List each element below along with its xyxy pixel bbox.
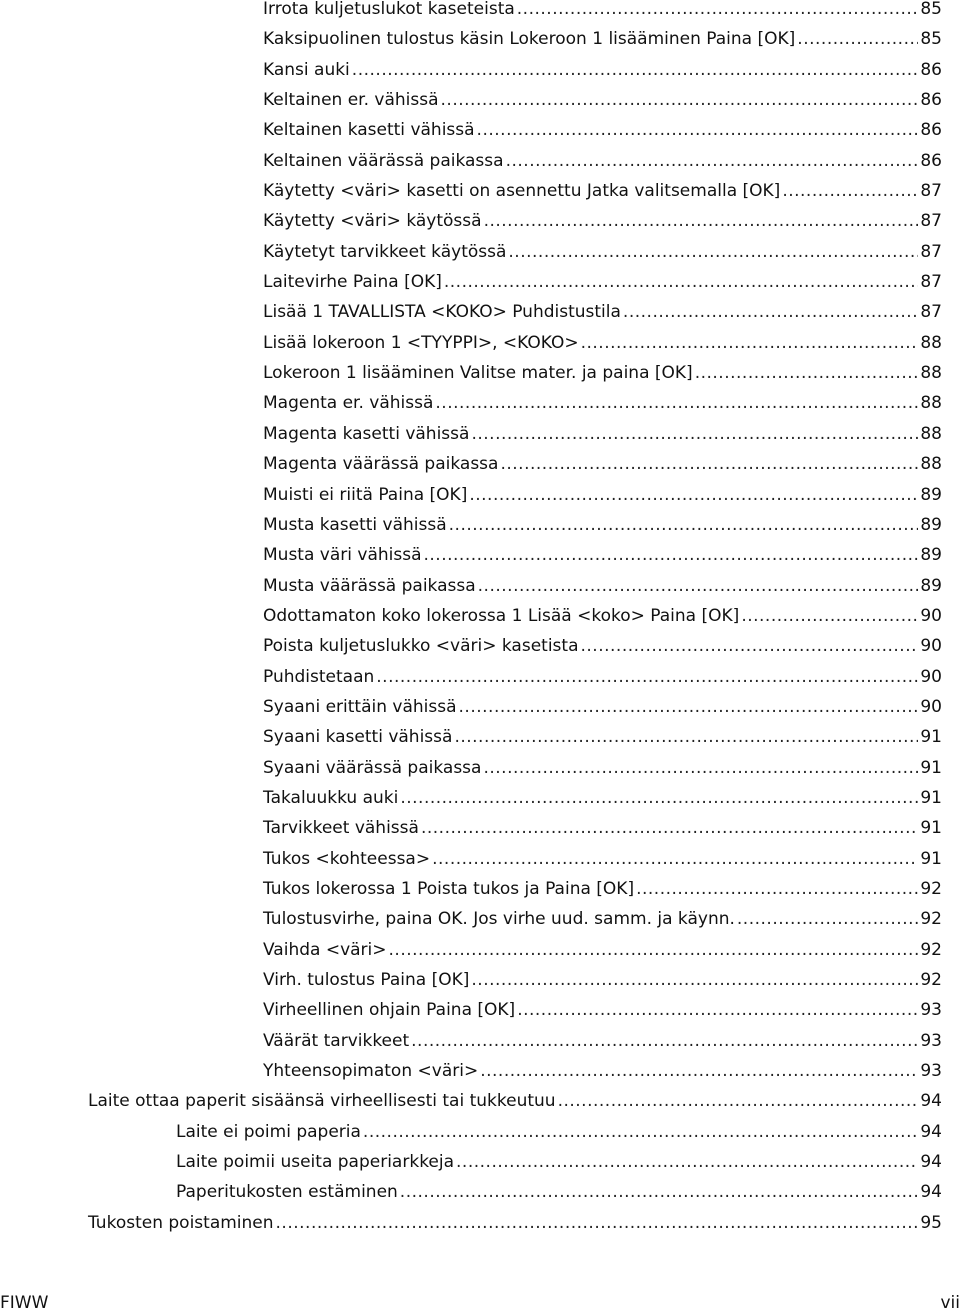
toc-entry-page-number: 92 (920, 909, 942, 930)
toc-entry-title: Odottamaton koko lokerossa 1 Lisää <koko> Paina [OK] (263, 605, 740, 626)
toc-entry[interactable] (0, 85, 960, 115)
toc-entry[interactable] (0, 904, 960, 934)
toc-dot-leader (517, 0, 919, 24)
toc-entry-page-number: 93 (920, 1061, 942, 1082)
toc-dot-leader (782, 176, 918, 206)
toc-dot-leader (389, 935, 919, 965)
toc-entry-page-number: 89 (920, 545, 942, 566)
toc-dot-leader (363, 1117, 918, 1147)
toc-dot-leader (508, 237, 918, 267)
toc-entry-page-number: 88 (920, 423, 942, 444)
toc-entry-title: Takaluukku auki (263, 787, 399, 808)
toc-entry[interactable] (0, 1147, 960, 1177)
toc-dot-leader (471, 419, 918, 449)
toc-entry[interactable] (0, 965, 960, 995)
toc-dot-leader (797, 24, 918, 54)
toc-entry-page-number: 92 (920, 970, 942, 990)
toc-entry-page-number: 89 (920, 575, 942, 596)
toc-entry-page-number: 94 (920, 1152, 942, 1173)
toc-entry[interactable] (0, 722, 960, 752)
toc-entry-title: Lisää lokeroon 1 <TYYPPI>, <KOKO> (263, 332, 579, 353)
toc-entry-title: Magenta kasetti vähissä (263, 423, 470, 444)
toc-entry[interactable] (0, 935, 960, 965)
toc-entry-page-number: 94 (920, 1091, 942, 1112)
toc-dot-leader (449, 510, 919, 540)
toc-dot-leader (581, 631, 919, 661)
toc-dot-leader (376, 662, 918, 692)
toc-dot-leader (500, 449, 918, 479)
toc-entry-title: Laitevirhe Paina [OK] (263, 272, 442, 293)
toc-entry-page-number: 85 (920, 0, 942, 19)
toc-entry[interactable] (0, 753, 960, 783)
toc-entry[interactable] (0, 1208, 960, 1238)
toc-entry-title: Irrota kuljetuslukot kaseteista (263, 0, 515, 19)
toc-dot-leader (517, 995, 918, 1025)
toc-dot-leader (441, 85, 919, 115)
toc-entry-page-number: 89 (920, 514, 942, 535)
toc-entry[interactable] (0, 267, 960, 297)
toc-dot-leader (456, 1147, 918, 1177)
toc-entry[interactable] (0, 662, 960, 692)
toc-entry-page-number: 93 (920, 1030, 942, 1051)
toc-entry-page-number: 90 (920, 666, 942, 687)
toc-entry-page-number: 91 (920, 727, 942, 748)
toc-dot-leader (480, 1056, 918, 1086)
toc-entry[interactable] (0, 0, 960, 24)
toc-entry-page-number: 86 (920, 120, 942, 141)
toc-dot-leader (506, 146, 919, 176)
toc-entry-title: Tarvikkeet vähissä (263, 818, 419, 839)
toc-entry-title: Syaani erittäin vähissä (263, 696, 457, 717)
toc-dot-leader (435, 388, 918, 418)
toc-entry-title: Keltainen väärässä paikassa (263, 150, 504, 171)
toc-dot-leader (352, 55, 919, 85)
toc-entry-title: Kansi auki (263, 59, 350, 80)
toc-dot-leader (477, 115, 919, 145)
toc-dot-leader (400, 1177, 919, 1207)
toc-entry[interactable] (0, 480, 960, 510)
toc-entry-page-number: 86 (920, 150, 942, 171)
toc-entry-page-number: 88 (920, 332, 942, 353)
toc-entry-page-number: 92 (920, 878, 942, 899)
toc-entry-title: Tukosten poistaminen (88, 1212, 274, 1233)
toc-entry-title: Tukos lokerossa 1 Poista tukos ja Paina [OK] (263, 878, 635, 899)
toc-entry-page-number: 87 (920, 302, 942, 323)
toc-entry-title: Poista kuljetuslukko <väri> kasetista (263, 636, 579, 657)
toc-entry-page-number: 91 (920, 848, 942, 869)
toc-entry-title: Kaksipuolinen tulostus käsin Lokeroon 1 lisääminen Paina [OK] (263, 29, 796, 50)
toc-entry-page-number: 90 (920, 636, 942, 657)
toc-entry-title: Laite ei poimi paperia (176, 1121, 361, 1142)
toc-dot-leader (424, 540, 919, 570)
toc-entry[interactable] (0, 601, 960, 631)
toc-entry[interactable] (0, 874, 960, 904)
toc-entry-title: Väärät tarvikkeet (263, 1030, 410, 1051)
toc-entry[interactable] (0, 237, 960, 267)
toc-entry[interactable] (0, 631, 960, 661)
toc-entry[interactable] (0, 1117, 960, 1147)
toc-dot-leader (484, 206, 919, 236)
toc-entry-title: Käytetty <väri> käytössä (263, 211, 482, 232)
toc-entry-title: Virheellinen ohjain Paina [OK] (263, 1000, 516, 1021)
toc-entry[interactable] (0, 55, 960, 85)
toc-dot-leader (695, 358, 919, 388)
toc-dot-leader (444, 267, 918, 297)
toc-entry-title: Musta kasetti vähissä (263, 514, 447, 535)
toc-entry-page-number: 87 (920, 181, 942, 202)
toc-entry-title: Syaani kasetti vähissä (263, 727, 453, 748)
toc-entry[interactable] (0, 571, 960, 601)
toc-dot-leader (478, 571, 919, 601)
toc-entry-page-number: 92 (920, 939, 942, 960)
toc-entry-title: Käytetyt tarvikkeet käytössä (263, 241, 507, 262)
toc-entry-page-number: 88 (920, 454, 942, 475)
toc-entry-title: Keltainen er. vähissä (263, 90, 439, 111)
toc-entry-title: Muisti ei riitä Paina [OK] (263, 484, 468, 505)
toc-entry-page-number: 93 (920, 1000, 942, 1021)
toc-entry-page-number: 88 (920, 393, 942, 414)
toc-entry-title: Keltainen kasetti vähissä (263, 120, 475, 141)
toc-dot-leader (469, 480, 918, 510)
toc-entry[interactable] (0, 358, 960, 388)
toc-entry[interactable] (0, 449, 960, 479)
toc-entry-title: Lokeroon 1 lisääminen Valitse mater. ja paina [OK] (263, 363, 693, 384)
toc-dot-leader (741, 601, 918, 631)
toc-entry[interactable] (0, 540, 960, 570)
toc-entry[interactable] (0, 510, 960, 540)
toc-entry-page-number: 89 (920, 484, 942, 505)
toc-entry[interactable] (0, 328, 960, 358)
toc-entry[interactable] (0, 297, 960, 327)
toc-entry-title: Käytetty <väri> kasetti on asennettu Jatka valitsemalla [OK] (263, 181, 781, 202)
toc-entry-title: Magenta er. vähissä (263, 393, 434, 414)
toc-entry[interactable] (0, 388, 960, 418)
toc-entry[interactable] (0, 1056, 960, 1086)
toc-entry-page-number: 90 (920, 696, 942, 717)
toc-dot-leader (581, 328, 919, 358)
toc-dot-leader (623, 297, 918, 327)
toc-dot-leader (276, 1208, 919, 1238)
toc-entry-page-number: 86 (920, 90, 942, 111)
toc-dot-leader (558, 1086, 919, 1116)
toc-entry-title: Lisää 1 TAVALLISTA <KOKO> Puhdistustila (263, 302, 621, 323)
toc-entry-page-number: 91 (920, 757, 942, 778)
toc-entry[interactable] (0, 1177, 960, 1207)
toc-entry[interactable] (0, 844, 960, 874)
toc-entry[interactable] (0, 783, 960, 813)
toc-dot-leader (400, 783, 918, 813)
toc-entry[interactable] (0, 813, 960, 843)
toc-entry-title: Laite ottaa paperit sisäänsä virheellisesti tai tukkeutuu (88, 1091, 556, 1112)
toc-entry-title: Musta väri vähissä (263, 545, 422, 566)
toc-entry-title: Vaihda <väri> (263, 939, 387, 960)
toc-entry-page-number: 88 (920, 363, 942, 384)
toc-entry-title: Tukos <kohteessa> (263, 848, 431, 869)
toc-entry-page-number: 94 (920, 1121, 942, 1142)
toc-dot-leader (636, 874, 918, 904)
toc-entry[interactable] (0, 24, 960, 54)
toc-dot-leader (454, 722, 918, 752)
toc-entry-page-number: 90 (920, 605, 942, 626)
toc-entry-page-number: 85 (920, 29, 942, 50)
footer-language-code: FIWW (0, 1293, 49, 1313)
toc-entry-page-number: 87 (920, 241, 942, 262)
toc-dot-leader (483, 753, 918, 783)
toc-entry[interactable] (0, 692, 960, 722)
toc-entry-page-number: 86 (920, 59, 942, 80)
toc-entry[interactable] (0, 146, 960, 176)
toc-dot-leader (432, 844, 918, 874)
toc-entry[interactable] (0, 995, 960, 1025)
toc-entry-page-number: 91 (920, 787, 942, 808)
toc-entry-title: Laite poimii useita paperiarkkeja (176, 1152, 455, 1173)
toc-entry[interactable] (0, 1086, 960, 1116)
toc-entry-page-number: 95 (920, 1212, 942, 1233)
toc-dot-leader (421, 813, 918, 843)
toc-entry-title: Paperitukosten estäminen (176, 1182, 398, 1203)
toc-entry-title: Musta väärässä paikassa (263, 575, 476, 596)
toc-entry-page-number: 91 (920, 818, 942, 839)
toc-dot-leader (737, 904, 918, 934)
toc-entry[interactable] (0, 419, 960, 449)
toc-entry-page-number: 94 (920, 1182, 942, 1203)
toc-entry-title: Virh. tulostus Paina [OK] (263, 970, 470, 990)
toc-dot-leader (471, 965, 918, 995)
toc-entry-title: Tulostusvirhe, paina OK. Jos virhe uud. samm. ja käynn. (263, 909, 735, 930)
toc-entry[interactable] (0, 115, 960, 145)
toc-entry-page-number: 87 (920, 272, 942, 293)
footer-page-number: vii (940, 1293, 960, 1313)
toc-entry-title: Syaani väärässä paikassa (263, 757, 482, 778)
toc-entry[interactable] (0, 206, 960, 236)
toc-entry-title: Yhteensopimaton <väri> (263, 1061, 479, 1082)
toc-dot-leader (411, 1026, 918, 1056)
toc-entry-title: Magenta väärässä paikassa (263, 454, 499, 475)
toc-dot-leader (459, 692, 919, 722)
toc-entry-page-number: 87 (920, 211, 942, 232)
toc-entry-title: Puhdistetaan (263, 666, 375, 687)
toc-entry[interactable] (0, 176, 960, 206)
toc-entry[interactable] (0, 1026, 960, 1056)
